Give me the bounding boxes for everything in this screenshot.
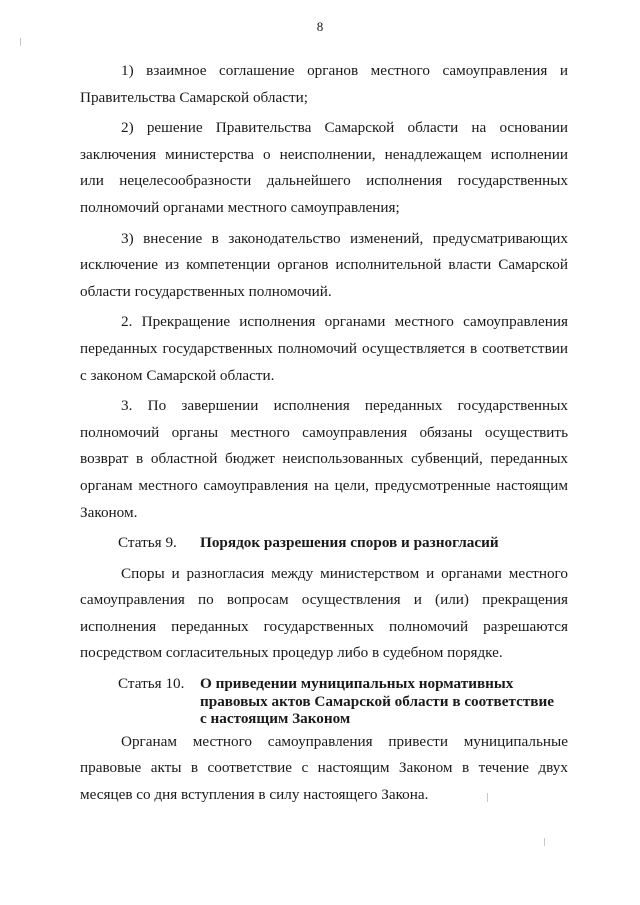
article-9-heading: [80, 530, 568, 557]
article-10-heading: [80, 671, 568, 728]
list-item: 2) решение Правительства Самарской области на основании заключения министерства о неисполнении, ненадлежащем исполнении или нецелесообразности дальнейшего исполнения государственных полномочий органами местного самоуправления;: [80, 119, 568, 216]
list-item: 3) внесение в законодательство изменений, предусматривающих исключение из компетенции органов исполнительной власти Самарской области государственных полномочий.: [80, 229, 568, 300]
list-item: 1) взаимное соглашение органов местного самоуправления и Правительства Самарской области;: [80, 62, 568, 106]
scan-mark: [20, 38, 21, 46]
paragraph-3: 3. По завершении исполнения переданных государственных полномочий органы местного самоуправления обязаны осуществить возврат в областной бюджет неиспользованных субвенций, переданных органам местного самоуправления на цели, предусмотренные настоящим Законом.: [80, 397, 568, 521]
article-9-label: Статья 9.: [118, 534, 177, 552]
scan-mark: [544, 838, 545, 846]
article-9-title: Порядок разрешения споров и разногласий: [200, 534, 499, 552]
page-number: 8: [316, 19, 324, 34]
document-body: [80, 58, 568, 808]
paragraph-2: 2. Прекращение исполнения органами местного самоуправления переданных государственных полномочий осуществляется в соответствии с законом Самарской области.: [80, 313, 568, 384]
article-10-title: О приведении муниципальных нормативных правовых актов Самарской области в соответствие с настоящим Законом: [200, 675, 554, 728]
article-9-text: Споры и разногласия между министерством и органами местного самоуправления по вопросам осуществления и (или) прекращения исполнения переданных государственных полномочий разрешаются посредством согласительных процедур либо в судебном порядке.: [80, 564, 568, 662]
article-10-text: Органам местного самоуправления привести муниципальные правовые акты в соответствие с настоящим Законом в течение двух месяцев со дня вступления в силу настоящего Закона.: [80, 732, 568, 803]
article-10-label: Статья 10.: [118, 675, 185, 693]
